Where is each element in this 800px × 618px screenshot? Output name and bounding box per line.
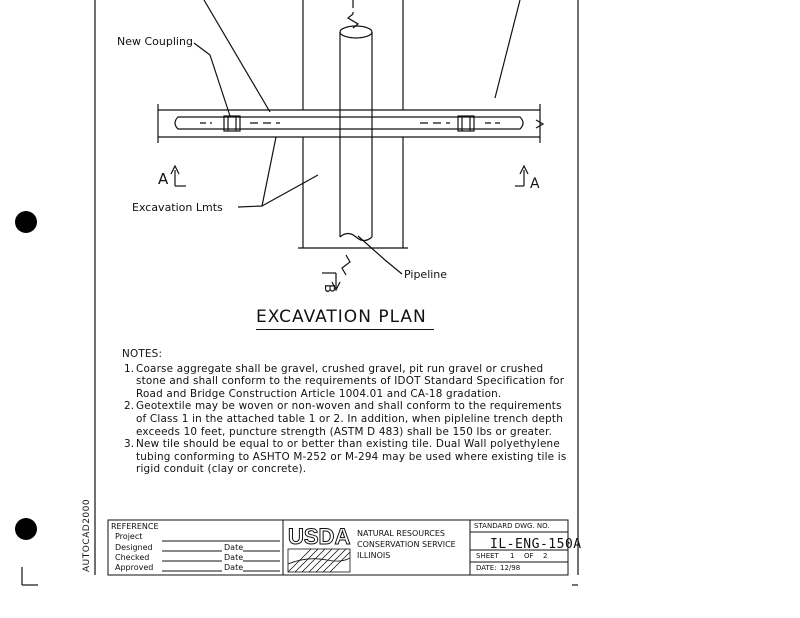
notes-heading: NOTES: <box>122 348 163 360</box>
note-number: 2. <box>124 400 135 413</box>
usda-logo <box>287 522 353 574</box>
tb-agency-line1: NATURAL RESOURCES <box>357 529 446 538</box>
tb-designed: Designed <box>115 543 153 552</box>
tb-date-checked: Date <box>224 553 244 562</box>
label-excavation-limits: Excavation Lmts <box>132 201 223 214</box>
leader-excavation-limit-2 <box>262 175 318 206</box>
side-tag: AUTOCAD2000 <box>82 498 92 572</box>
tb-sheet-number: 1 <box>510 552 515 560</box>
tb-agency-line3: ILLINOIS <box>357 551 391 560</box>
plan-title-underline <box>256 329 434 330</box>
note-text: Geotextile may be woven or non-woven and shall conform to the requirements of Class 1 in the attached table 1 or 2. In addition, when pipleline trench depth exceeds 10 feet, puncture strength (ASTM D 483) shall be 150 lbs or greater. <box>136 400 563 438</box>
leader-top-right <box>495 0 520 98</box>
tb-checked: Checked <box>115 553 150 562</box>
pipeline-end <box>340 26 372 38</box>
label-section-a-left: A <box>158 170 169 188</box>
leader-excavation-limit-1 <box>238 137 276 207</box>
tb-date-value: 12/98 <box>500 564 521 572</box>
drain-tile <box>175 117 523 129</box>
label-new-coupling: New Coupling <box>117 35 193 48</box>
tb-sheet-of: OF <box>524 552 534 560</box>
label-section-a-right: A <box>530 176 540 192</box>
tb-std-dwg-number: IL-ENG-150A <box>490 537 582 552</box>
note-item <box>108 363 568 401</box>
tb-date-label: DATE: <box>476 564 497 572</box>
tb-sheet-label: SHEET <box>476 552 499 560</box>
label-pipeline: Pipeline <box>404 268 448 281</box>
note-text: Coarse aggregate shall be gravel, crushed gravel, pit run gravel or crushed stone and shall conform to the requirements of IDOT Standard Specification for Road and Bridge Construction Article 1004.01 and CA-18 gradation. <box>136 362 565 400</box>
tb-sheet-total: 2 <box>543 552 548 560</box>
tb-date-approved: Date <box>224 563 244 572</box>
leader-top-left <box>204 0 270 112</box>
leader-pipeline <box>358 236 402 274</box>
notes-section <box>108 348 568 476</box>
leader-new-coupling <box>194 43 230 116</box>
note-number: 1. <box>124 362 135 375</box>
note-text: New tile should be equal to or better than existing tile. Dual Wall polyethylene tubing conforming to ASHTO M-252 or M-294 may be used where existing tile is rigid conduit (clay or concrete). <box>136 438 567 476</box>
tb-std-dwg-label: STANDARD DWG. NO. <box>474 522 550 530</box>
tb-date-designed: Date <box>224 543 244 552</box>
note-item <box>108 438 568 476</box>
tb-agency-line2: CONSERVATION SERVICE <box>357 540 456 549</box>
tb-approved: Approved <box>115 563 154 572</box>
plan-title: EXCAVATION PLAN <box>256 307 427 327</box>
note-item <box>108 400 568 438</box>
label-section-b: B <box>321 284 336 293</box>
note-number: 3. <box>124 438 135 451</box>
tb-project: Project <box>115 532 143 541</box>
usda-logo-letters: USDA <box>288 524 351 549</box>
tb-reference: REFERENCE <box>111 522 159 531</box>
